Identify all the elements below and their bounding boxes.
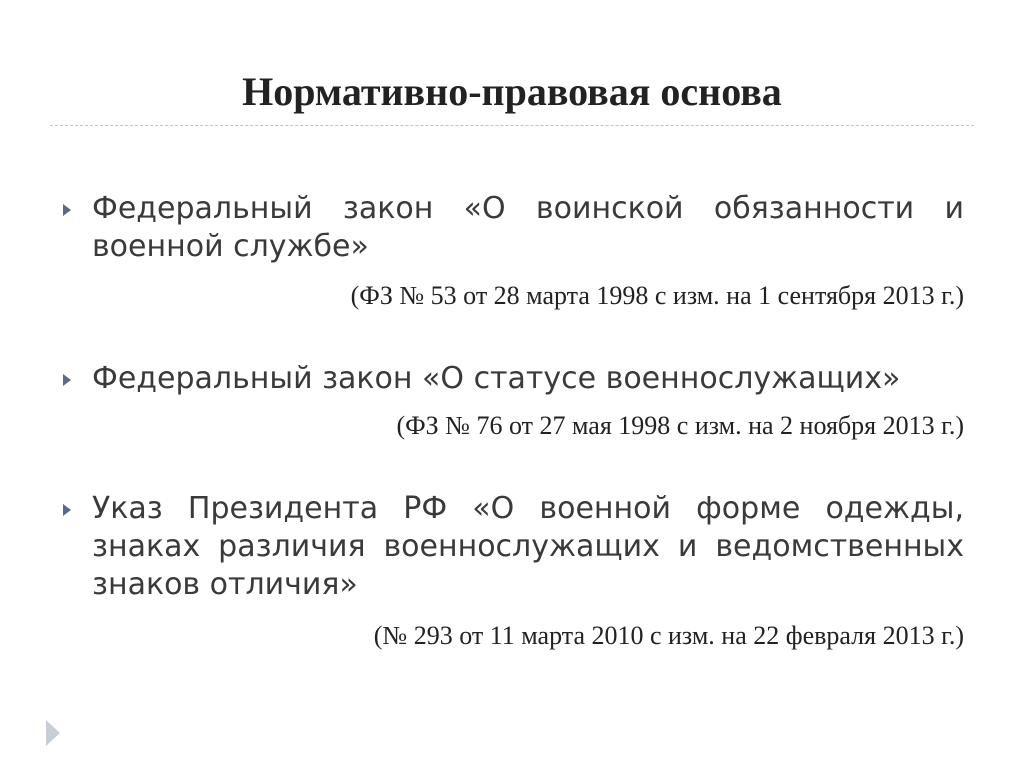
list-item-reference: (ФЗ № 76 от 27 мая 1998 с изм. на 2 ноября 2013 г.) (396, 411, 964, 440)
list-item-text: Федеральный закон «О воинской обязанности и военной службе» (92, 191, 964, 264)
list-item-reference: (№ 293 от 11 марта 2010 с изм. на 22 февраля 2013 г.) (373, 621, 964, 650)
list-item-reference: (ФЗ № 53 от 28 марта 1998 с изм. на 1 сентября 2013 г.) (350, 281, 964, 310)
list-item-text: Указ Президента РФ «О военной форме одежды, знаках различия военнослужащих и ведомственных знаков отличия» (92, 491, 964, 602)
list-item-text: Федеральный закон «О статусе военнослужащих» (92, 361, 901, 396)
bullet-triangle-icon (60, 503, 74, 517)
page-title: Нормативно-правовая основа (242, 69, 782, 114)
bullet-triangle-icon (60, 203, 74, 217)
bullet-triangle-icon (60, 373, 74, 387)
title-divider (50, 125, 974, 126)
next-slide-triangle-icon[interactable] (44, 718, 62, 748)
